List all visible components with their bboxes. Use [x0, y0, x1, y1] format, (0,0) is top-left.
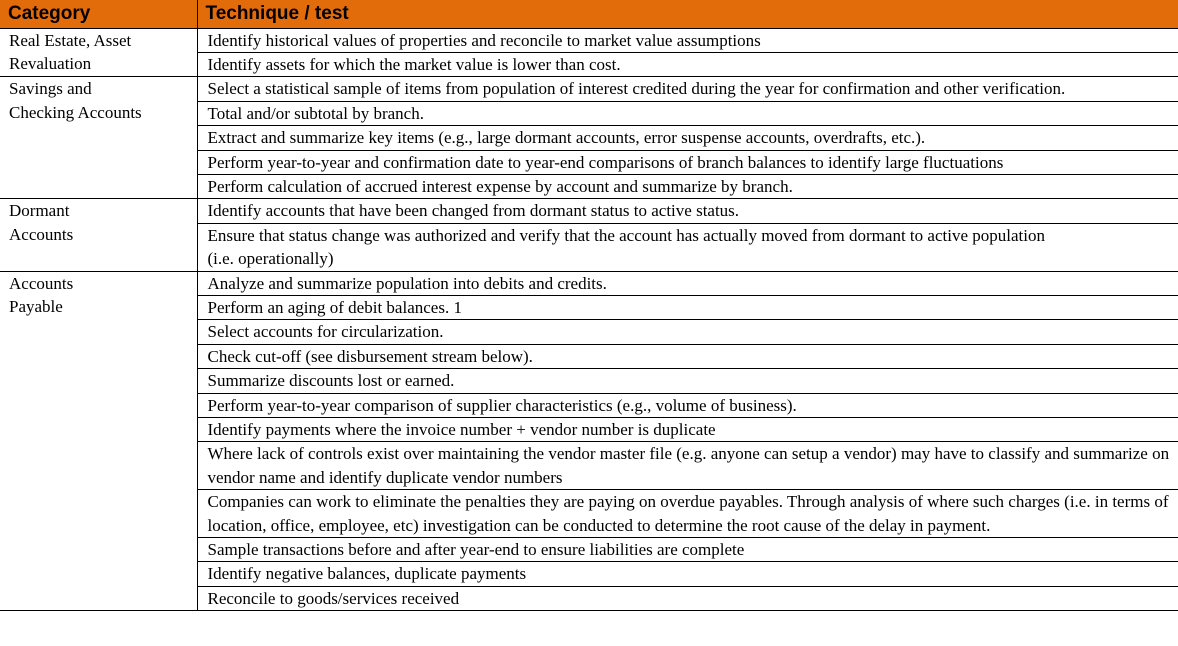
technique-cell: Identify historical values of properties and reconcile to market value assumptions [197, 28, 1178, 52]
technique-cell: Extract and summarize key items (e.g., large dormant accounts, error suspense accounts, overdrafts, etc.). [197, 126, 1178, 150]
technique-cell: Select a statistical sample of items from population of interest credited during the year for confirmation and other verification. [197, 77, 1178, 101]
technique-cell: Perform year-to-year and confirmation date to year-end comparisons of branch balances to identify large fluctuations [197, 150, 1178, 174]
category-header: Category [0, 0, 197, 28]
category-cell: Real Estate, Asset Revaluation [0, 28, 197, 77]
table-row [0, 199, 1178, 223]
technique-cell: Perform calculation of accrued interest expense by account and summarize by branch. [197, 174, 1178, 198]
technique-cell: Identify assets for which the market value is lower than cost. [197, 52, 1178, 76]
technique-cell: Companies can work to eliminate the penalties they are paying on overdue payables. Through analysis of where such charges (i.e. in terms of location, office, employee, etc) investigation can be conducted to determine the root cause of the delay in payment. [197, 490, 1178, 538]
table-row [0, 77, 1178, 101]
technique-cell: Identify payments where the invoice number + vendor number is duplicate [197, 418, 1178, 442]
technique-cell: Perform an aging of debit balances. 1 [197, 295, 1178, 319]
technique-cell: Select accounts for circularization. [197, 320, 1178, 344]
technique-cell: Identify accounts that have been changed from dormant status to active status. [197, 199, 1178, 223]
technique-cell: Identify negative balances, duplicate payments [197, 562, 1178, 586]
header-row [0, 0, 1178, 28]
technique-cell: Perform year-to-year comparison of supplier characteristics (e.g., volume of business). [197, 393, 1178, 417]
category-cell: Accounts Payable [0, 271, 197, 611]
technique-cell: Ensure that status change was authorized and verify that the account has actually moved from dormant to active population (i.e. operationally) [197, 223, 1178, 271]
technique-cell: Sample transactions before and after year-end to ensure liabilities are complete [197, 538, 1178, 562]
technique-header: Technique / test [197, 0, 1178, 28]
table-row [0, 271, 1178, 295]
technique-cell: Summarize discounts lost or earned. [197, 369, 1178, 393]
technique-cell: Where lack of controls exist over maintaining the vendor master file (e.g. anyone can setup a vendor) may have to classify and summarize on vendor name and identify duplicate vendor numbers [197, 442, 1178, 490]
technique-cell: Total and/or subtotal by branch. [197, 101, 1178, 125]
category-cell: Dormant Accounts [0, 199, 197, 271]
technique-cell: Analyze and summarize population into debits and credits. [197, 271, 1178, 295]
technique-cell: Reconcile to goods/services received [197, 586, 1178, 610]
table-row [0, 28, 1178, 52]
technique-cell: Check cut-off (see disbursement stream below). [197, 344, 1178, 368]
category-cell: Savings and Checking Accounts [0, 77, 197, 199]
